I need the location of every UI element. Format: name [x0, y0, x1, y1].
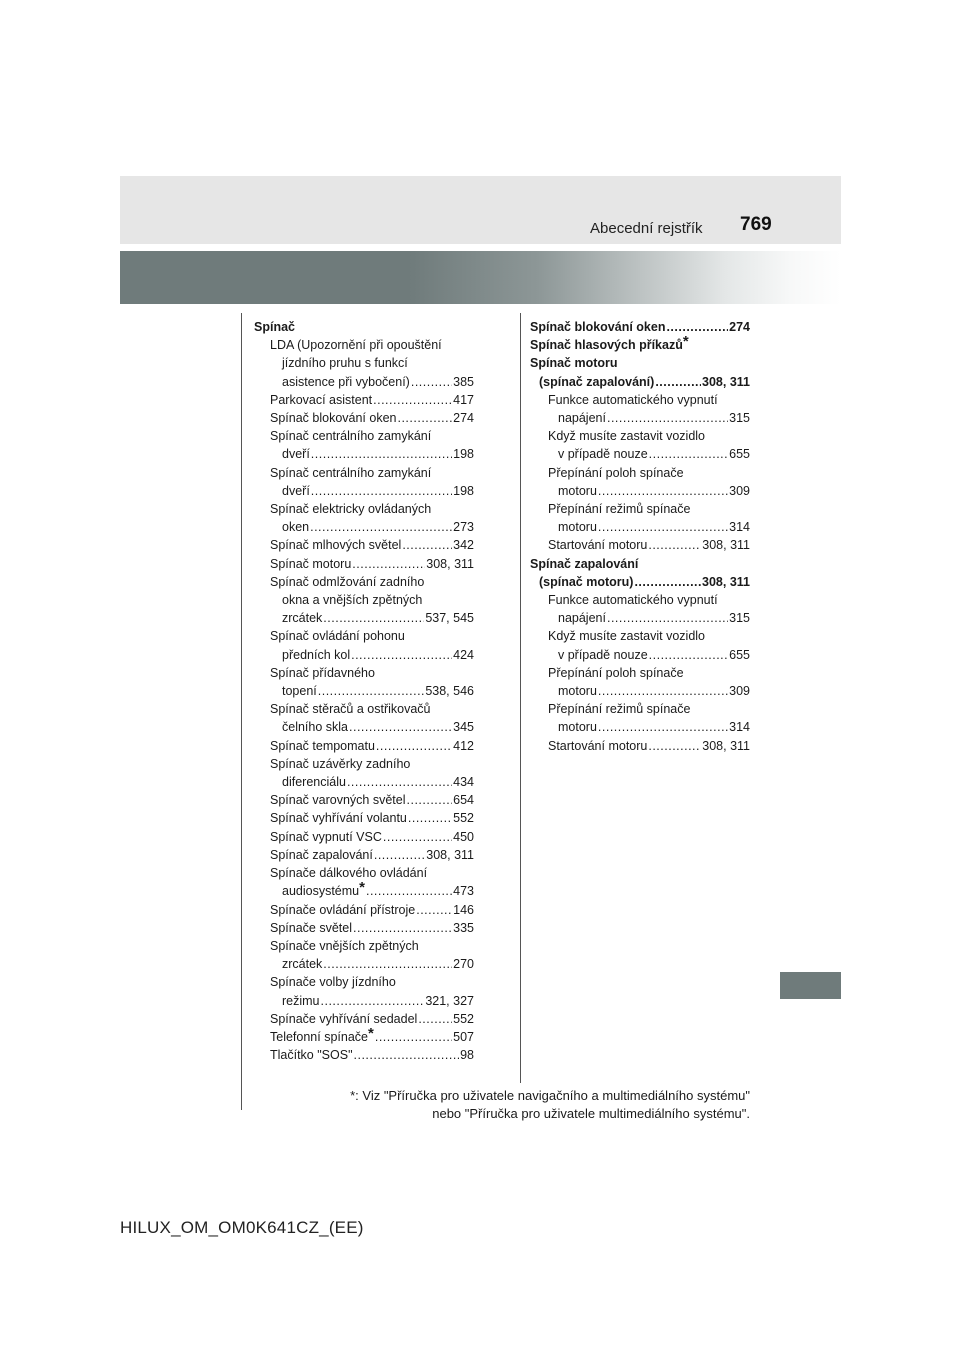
dot-leader [375, 1028, 452, 1046]
dot-leader [397, 409, 452, 427]
index-entry-line: Spínač uzávěrky zadního [270, 756, 411, 771]
page-ref: 537, 545 [425, 611, 474, 626]
index-entry [530, 427, 750, 463]
entry-text: (spínač motoru) [539, 574, 634, 589]
page-ref: 417 [453, 392, 474, 407]
page-ref: 308, 311 [702, 574, 750, 589]
index-entry [530, 500, 750, 536]
dot-leader [607, 409, 728, 427]
footnote-line: nebo "Příručka pro uživatele multimediálního systému". [432, 1106, 750, 1121]
entry-text: motoru [558, 483, 597, 498]
page-ref: 308, 311 [426, 847, 474, 862]
index-entry-line [530, 518, 750, 536]
index-entry-line [530, 737, 750, 755]
index-entry-line [254, 992, 474, 1010]
entry-text: Spínač motoru [270, 556, 352, 571]
entry-text: Spínač tempomatu [270, 738, 375, 753]
entry-text: topení [282, 684, 317, 699]
index-entry [254, 664, 474, 700]
index-entry [530, 536, 750, 554]
index-entry [254, 828, 474, 846]
index-entry [530, 700, 750, 736]
dot-leader [411, 373, 452, 391]
index-heading: Spínač motoru [530, 356, 618, 371]
index-entry [254, 737, 474, 755]
entry-text: motoru [558, 520, 597, 535]
dot-leader [311, 482, 452, 500]
entry-text: Parkovací asistent [270, 392, 373, 407]
index-entry-line: Spínače volby jízdního [270, 975, 396, 990]
index-entry-line: jízdního pruhu s funkcí [282, 356, 408, 371]
index-entry [254, 627, 474, 663]
index-entry-line: Spínač ovládání pohonu [270, 629, 405, 644]
index-entry [254, 919, 474, 937]
entry-text: audiosystému* [282, 879, 365, 899]
entry-text: Spínače vyhřívání sedadel [270, 1011, 418, 1026]
page-ref: 473 [453, 884, 474, 899]
index-entry-line [254, 846, 474, 864]
page-ref: 538, 546 [425, 684, 474, 699]
entry-text: v případě nouze [558, 647, 648, 662]
page-ref: 654 [453, 793, 474, 808]
page-ref: 412 [453, 738, 474, 753]
page-ref: 198 [453, 483, 474, 498]
index-entry-line: Spínač odmlžování zadního [270, 574, 425, 589]
page-ref: 424 [453, 647, 474, 662]
dot-leader [634, 573, 701, 591]
entry-text: dveří [282, 483, 310, 498]
dot-leader [352, 555, 425, 573]
entry-text: režimu [282, 993, 320, 1008]
index-entry [530, 627, 750, 663]
dot-leader [347, 773, 452, 791]
dot-leader [648, 737, 701, 755]
dot-leader [373, 391, 452, 409]
column-divider [520, 313, 521, 1083]
entry-text: Telefonní spínače* [270, 1024, 374, 1044]
index-entry [254, 864, 474, 900]
index-entry [254, 1024, 474, 1046]
dot-leader [418, 1010, 452, 1028]
index-entry [254, 1046, 474, 1064]
page-ref: 342 [453, 538, 474, 553]
index-entry-line: Spínač elektricky ovládaných [270, 502, 432, 517]
dot-leader [374, 846, 425, 864]
index-entry-line [254, 445, 474, 463]
index-entry [254, 901, 474, 919]
index-entry [254, 555, 474, 573]
index-entry [530, 391, 750, 427]
entry-text: diferenciálu [282, 775, 346, 790]
index-entry-line [530, 573, 750, 591]
dot-leader [649, 445, 728, 463]
index-entry [254, 973, 474, 1009]
index-entry-line [254, 718, 474, 736]
page-ref: 98 [460, 1048, 474, 1063]
page-ref: 385 [453, 374, 474, 389]
dot-leader [655, 373, 701, 391]
index-entry [254, 809, 474, 827]
index-entry-line [254, 828, 474, 846]
page-ref: 315 [729, 411, 750, 426]
page-ref: 655 [729, 447, 750, 462]
document-code: HILUX_OM_OM0K641CZ_(EE) [120, 1218, 364, 1237]
index-entry-line: Přepínání poloh spínače [548, 665, 684, 680]
index-entry [530, 373, 750, 391]
index-entry-line: Přepínání poloh spínače [548, 465, 684, 480]
index-entry [254, 791, 474, 809]
page-ref: 314 [729, 720, 750, 735]
index-entry-line [254, 555, 474, 573]
entry-text: Spínač zapalování [270, 847, 373, 862]
index-entry-line [254, 391, 474, 409]
entry-text: motoru [558, 684, 597, 699]
page-ref: 321, 327 [425, 993, 474, 1008]
dot-leader [323, 955, 452, 973]
index-entry [254, 700, 474, 736]
index-heading: Spínač [254, 320, 295, 334]
index-entry-line [530, 482, 750, 500]
index-entry [530, 318, 750, 336]
entry-text: asistence při vybočení) [282, 374, 410, 389]
index-entry-line [254, 879, 474, 900]
index-entry-line [530, 333, 750, 354]
page-ref: 315 [729, 611, 750, 626]
page-ref: 314 [729, 520, 750, 535]
page-ref: 335 [453, 920, 474, 935]
index-entry [254, 427, 474, 463]
index-column-right [530, 318, 750, 755]
left-margin-rule [241, 313, 242, 1110]
dot-leader [598, 682, 728, 700]
index-entry [254, 573, 474, 628]
index-entry [254, 846, 474, 864]
footnote [300, 1087, 750, 1123]
dot-leader [607, 609, 728, 627]
page-ref: 198 [453, 447, 474, 462]
index-entry-line: Když musíte zastavit vozidlo [548, 429, 706, 444]
index-entry-line [254, 901, 474, 919]
entry-text: Tlačítko "SOS" [270, 1048, 353, 1063]
index-entry-line [254, 773, 474, 791]
index-entry-line [254, 737, 474, 755]
page-ref: 308, 311 [702, 738, 750, 753]
page-ref: 507 [453, 1029, 474, 1044]
index-entry-line: Spínač centrálního zamykání [270, 429, 432, 444]
index-entry-line [254, 919, 474, 937]
index-entry [254, 536, 474, 554]
index-entry [254, 409, 474, 427]
index-entry-line [254, 373, 474, 391]
index-entry-line [530, 682, 750, 700]
index-entry-line [530, 718, 750, 736]
index-entry [254, 1010, 474, 1028]
index-entry-line [254, 1024, 474, 1046]
dot-leader [318, 682, 425, 700]
index-entry-line [254, 682, 474, 700]
index-entry-line [254, 1046, 474, 1064]
index-entry-line [254, 409, 474, 427]
dot-leader [402, 536, 452, 554]
section-title: Abecední rejstřík [590, 220, 703, 237]
index-entry-line [254, 791, 474, 809]
page-ref: 345 [453, 720, 474, 735]
index-entry-line: okna a vnějších zpětných [282, 593, 423, 608]
footnote-marker: * [368, 1024, 374, 1042]
index-entry-line [530, 646, 750, 664]
index-entry-line: Spínač přídavného [270, 665, 375, 680]
page-ref: 434 [453, 775, 474, 790]
page-ref: 308, 311 [702, 538, 750, 553]
dot-leader [407, 791, 453, 809]
page-ref: 270 [453, 957, 474, 972]
dot-leader [323, 609, 424, 627]
page-number: 769 [740, 214, 772, 235]
index-entry [530, 664, 750, 700]
page-ref: 146 [453, 902, 474, 917]
dot-leader [354, 1046, 460, 1064]
dot-leader [311, 445, 452, 463]
index-entry [530, 464, 750, 500]
entry-text: Spínač hlasových příkazů* [530, 333, 689, 353]
index-entry-line: Přepínání režimů spínače [548, 702, 691, 717]
entry-text: (spínač zapalování) [539, 374, 655, 389]
index-entry [254, 336, 474, 391]
index-entry-line: Spínače vnějších zpětných [270, 938, 419, 953]
thumb-index-tab [780, 972, 841, 999]
index-entry-line [254, 809, 474, 827]
index-entry [530, 737, 750, 755]
entry-text: zrcátek [282, 611, 323, 626]
entry-text: Spínač vyhřívání volantu [270, 811, 407, 826]
entry-text: Startování motoru [548, 738, 648, 753]
entry-text: Spínače světel [270, 920, 352, 935]
index-entry-line [530, 445, 750, 463]
index-entry-line [254, 609, 474, 627]
dot-leader [416, 901, 452, 919]
dot-leader [648, 536, 701, 554]
entry-text: Spínač blokování oken [270, 411, 397, 426]
index-entry-line: Spínače dálkového ovládání [270, 866, 428, 881]
page-ref: 273 [453, 520, 474, 535]
entry-text: napájení [558, 611, 606, 626]
dot-leader [598, 718, 728, 736]
dot-leader [366, 882, 452, 900]
index-entry [530, 333, 750, 354]
dot-leader [383, 828, 452, 846]
page-ref: 552 [453, 811, 474, 826]
dot-leader [376, 737, 452, 755]
dot-leader [351, 646, 452, 664]
index-entry-line [254, 955, 474, 973]
index-entry-line: Přepínání režimů spínače [548, 502, 691, 517]
index-entry-line [530, 409, 750, 427]
index-heading: Spínač zapalování [530, 556, 639, 571]
entry-text: zrcátek [282, 957, 323, 972]
entry-text: napájení [558, 411, 606, 426]
entry-text: Spínač blokování oken [530, 320, 666, 334]
dot-leader [353, 919, 452, 937]
index-entry [530, 591, 750, 627]
entry-text: Spínač vypnutí VSC [270, 829, 382, 844]
index-entry-line: LDA (Upozornění při opouštění [270, 338, 442, 353]
page-ref: 274 [729, 320, 750, 334]
entry-text: oken [282, 520, 310, 535]
page-ref: 274 [453, 411, 474, 426]
page-ref: 655 [729, 647, 750, 662]
index-entry-line: Funkce automatického vypnutí [548, 392, 718, 407]
entry-text: čelního skla [282, 720, 349, 735]
entry-text: dveří [282, 447, 310, 462]
page-ref: 309 [729, 684, 750, 699]
gradient-band [120, 251, 841, 304]
footnote-marker: * [682, 333, 689, 351]
entry-text: předních kol [282, 647, 351, 662]
footnote-line: *: Viz "Příručka pro uživatele navigačního a multimediálního systému" [350, 1088, 750, 1103]
entry-text: Spínač mlhových světel [270, 538, 402, 553]
index-entry [254, 391, 474, 409]
index-entry [254, 755, 474, 791]
dot-leader [598, 518, 728, 536]
dot-leader [649, 646, 728, 664]
dot-leader [408, 809, 452, 827]
index-entry-line [530, 318, 750, 336]
index-column-left [254, 318, 474, 1064]
index-entry-line [254, 1010, 474, 1028]
dot-leader [349, 718, 452, 736]
index-entry [254, 937, 474, 973]
index-entry-line [254, 482, 474, 500]
entry-text: Startování motoru [548, 538, 648, 553]
dot-leader [321, 992, 425, 1010]
index-entry-line [530, 609, 750, 627]
index-entry-line [530, 536, 750, 554]
page-ref: 552 [453, 1011, 474, 1026]
index-entry-line [254, 536, 474, 554]
entry-text: Spínač varovných světel [270, 793, 406, 808]
index-entry-line [254, 518, 474, 536]
page-ref: 308, 311 [426, 556, 474, 571]
index-entry [254, 464, 474, 500]
index-entry-line [530, 373, 750, 391]
page-ref: 308, 311 [702, 374, 750, 389]
index-entry-line: Funkce automatického vypnutí [548, 593, 718, 608]
index-entry [530, 573, 750, 591]
index-entry-line: Když musíte zastavit vozidlo [548, 629, 706, 644]
dot-leader [310, 518, 452, 536]
entry-text: v případě nouze [558, 447, 648, 462]
entry-text: Spínače ovládání přístroje [270, 902, 416, 917]
index-entry-line [254, 646, 474, 664]
index-entry-line: Spínač stěračů a ostřikovačů [270, 702, 431, 717]
page-ref: 450 [453, 829, 474, 844]
page-ref: 309 [729, 483, 750, 498]
dot-leader [598, 482, 728, 500]
index-entry [254, 500, 474, 536]
index-entry-line: Spínač centrálního zamykání [270, 465, 432, 480]
footnote-marker: * [359, 879, 365, 897]
dot-leader [666, 318, 728, 336]
entry-text: motoru [558, 720, 597, 735]
header-band [120, 176, 841, 244]
